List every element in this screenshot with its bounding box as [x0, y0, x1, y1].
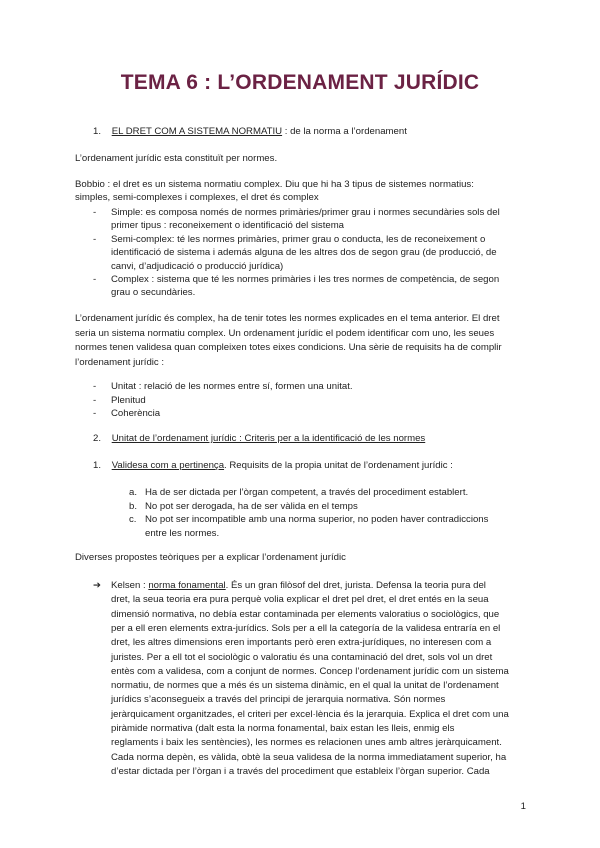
section-1-title: EL DRET COM A SISTEMA NORMATIU [111, 126, 283, 137]
section-1-number: 1. [93, 126, 102, 137]
paragraph-line: l’ordenament jurídic : [75, 356, 165, 368]
bobbio-item-line: grau o secundàries. [111, 287, 196, 299]
paragraph-line: seria un sistema normatiu complex. Un ordenament jurídic el podem identificar com uno, les seues [75, 327, 495, 339]
kelsen-line: per a ell eren elements extra-jurídics. Sols per a ell la categoría de la validesa entraría en el [111, 622, 501, 634]
bobbio-item-line: identificació de sistema i además alguna de les altres dos de segon grau (de producció, de [111, 247, 497, 259]
list-marker: - [93, 233, 97, 245]
bobbio-item-line: Semi-complex: té les normes primàries, primer grau o conducta, les de reconeixement o [111, 233, 486, 245]
requisit-item: Unitat : relació de les normes entre sí, formen una unitat. [111, 381, 353, 392]
subsection-1-number: 1. [93, 460, 102, 471]
validesa-item-line: No pot ser derogada, ha de ser vàlida en el temps [145, 500, 358, 512]
bobbio-item-line: canvi, d’adjudicació o producció jurídica) [111, 260, 284, 272]
kelsen-prefix: Kelsen : [111, 580, 149, 591]
kelsen-line: dret, la seua teoria era pura perquè volia explicar el dret pel dret, el dret entés en la seua [111, 594, 489, 606]
kelsen-line: dret, les altres dimensions eren importants però eren extra-jurídiques, no interesen com a [111, 637, 492, 649]
paragraph-line: L’ordenament jurídic és complex, ha de tenir totes les normes explicades en el tema anterior. El dret [75, 313, 500, 324]
section-2-title: Unitat de l’ordenament jurídic : Criteris per a la identificació de les normes [111, 433, 426, 444]
list-marker: c. [129, 514, 137, 526]
bobbio-item-line: Simple: es composa només de normes primàries/primer grau i normes secundàries sols del [111, 207, 500, 218]
list-marker: a. [129, 487, 138, 498]
intro-text: L’ordenament jurídic esta constituït per normes. [75, 153, 278, 164]
validesa-item-line: No pot ser incompatible amb una norma superior, no poden haver contradiccions [145, 514, 489, 526]
requisit-item: Coherència [111, 408, 161, 420]
subsection-1-title: Validesa com a pertinença [111, 460, 225, 471]
kelsen-norma-fonamental: norma fonamental [148, 580, 226, 591]
subsection-1-rest: . Requisits de la propia unitat de l’ordenament jurídic : [224, 460, 453, 471]
requisit-item: Plenitud [111, 394, 146, 406]
list-marker: - [93, 274, 97, 285]
section-2-number: 2. [93, 433, 102, 444]
kelsen-line: d’estar dictada per l’òrgan i a través del procediment que estableix l’òrgan superior. Cada [111, 765, 490, 777]
section-1-heading [93, 125, 407, 139]
validesa-item-line: entre les normes. [145, 527, 220, 539]
list-marker: - [93, 207, 97, 218]
kelsen-line: Cada norma depèn, es vàlida, obtè la seua validesa de la norma immediatament superior, ha [111, 751, 507, 763]
section-2-heading [93, 432, 425, 446]
kelsen-line: juristes. Per a ell tot el sociològic o valoratiu és una contaminació del dret, sols vol un dret [111, 651, 493, 663]
bobbio-line-2: simples, semi-complexes i complexes, el dret és complex [75, 192, 319, 203]
kelsen-first-rest: . És un gran filòsof del dret, jurista. Defensa la teoria pura del [225, 580, 486, 591]
kelsen-line: normatiu, de normes que a més és un sistema dinàmic, en el qual la unitat de l’ordenament [111, 680, 499, 692]
kelsen-line: piràmide normativa (dalt esta la norma fonamental, baix estan les lleis, enmig els [111, 723, 455, 734]
section-1-rest: : de la norma a l’ordenament [282, 126, 407, 137]
list-marker: b. [129, 500, 138, 512]
kelsen-line: jeràrquicament organitzades, el criteri per excel·lència és la jerarquia. Explica el dret com una [111, 708, 509, 720]
list-marker: - [93, 381, 97, 392]
bobbio-line-1: Bobbio : el dret es un sistema normatiu complex. Diu que hi ha 3 tipus de sistemes normatius: [75, 179, 474, 190]
bobbio-item-line: primer tipus : reconeixement o identificació del sistema [111, 220, 345, 232]
page-title: TEMA 6 : L’ORDENAMENT JURÍDIC [120, 71, 480, 94]
kelsen-line: entès com a validesa, com a conjunt de normes. Concep l’ordenament jurídic com un sistema [111, 665, 509, 677]
list-marker: - [93, 394, 97, 406]
bobbio-item-line: Complex : sistema que té les normes primàries i les tres normes de competència, de segon [111, 274, 500, 285]
diverses-text: Diverses propostes teòriques per a explicar l’ordenament jurídic [75, 552, 346, 563]
kelsen-first-line [111, 579, 486, 593]
paragraph-line: normes tenen validesa quan compleixen totes eixes condicions. Una sèrie de requisits ha de complir [75, 342, 502, 353]
kelsen-line: jurídics s’aconsegueix a través del principi de jerarquia normativa. Són normes [111, 694, 446, 706]
page-number: 1 [520, 801, 526, 812]
kelsen-line: dimensió normativa, no debía estar contaminada per elements valoratius o sociològics, que [111, 608, 500, 620]
subsection-1-heading [93, 459, 453, 473]
kelsen-line: reglaments i baix les sentències), les normes es relacionen unes amb altres jeràrquicament. [111, 737, 502, 749]
arrow-bullet-icon: ➔ [93, 580, 102, 591]
validesa-item-line: Ha de ser dictada per l’òrgan competent, a través del procediment establert. [145, 487, 469, 498]
list-marker: - [93, 408, 97, 420]
